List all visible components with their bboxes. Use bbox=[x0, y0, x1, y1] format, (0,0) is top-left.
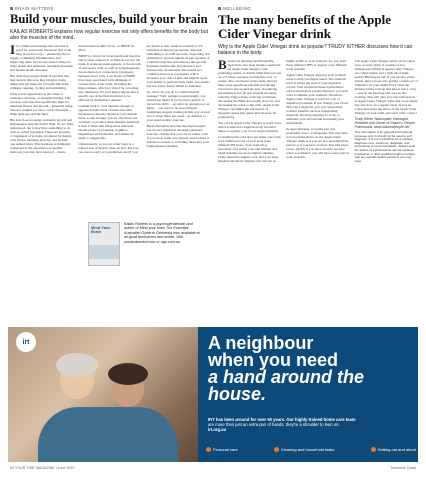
paragraph: So, what can you do to combat muscle wastage? Well, perhaps unsurprisingly, you should use them! If you've had a period of forced inactivity – say after an operation or an injury – you need to be extra diligent. Guidelines suggest training in this way at least two to three times per week – in addition to your usual aerobic exercise. bbox=[146, 90, 210, 122]
photo-clothing bbox=[38, 407, 178, 462]
ad-photo bbox=[8, 327, 198, 462]
irt-advertisement[interactable] bbox=[8, 327, 418, 462]
ad-copy-bold: IRT has been around for over 50 years. Our highly trained home care team bbox=[208, 417, 356, 422]
book-cover-art bbox=[89, 245, 119, 259]
author-bio bbox=[88, 222, 203, 274]
ad-copy-text: are more than just an extra pair of hands, they're a shoulder to lean on. bbox=[208, 422, 340, 427]
ad-link[interactable]: irt.org.au bbox=[208, 427, 227, 432]
section-tag bbox=[10, 5, 210, 11]
drop-cap: I bbox=[10, 44, 16, 57]
paragraph: What is less appreciated is the value of resistance exercise, or strength training. This involves activities that specifically improve muscular fitness and growth – generally using external weights (or one's own bodyweight – think push-ups and the like). bbox=[10, 92, 73, 116]
broom-icon bbox=[274, 447, 279, 452]
logo-text: irt bbox=[22, 338, 30, 346]
footer-right: Sunshine Coast bbox=[390, 466, 416, 470]
paragraph: Unfortunately, as you get older there is a natural loss of muscle mass, in fact, this loss can start as early as your thirties, and if you are inactive, may result in as much as 5% reduction in muscle per decade. This has something to do with the body responding less optimally to growth signals, in part because of a natural reduction in hormones like growth hormone, insulin-like growth factor and testosterone. In extremis, this results in a condition known as sarcopenia, which increases your risk of falls and impacts upon your ability to perform daily tasks. Sarcopenia has also been clearly linked to dementia. bbox=[78, 44, 210, 154]
paragraph: In approximately 12 weeks you can potentially lose 1-2 kilograms. The only time not recommended to do the Apple Cider Vinegar drink is if you are in a prolonged fast, ketosis or if you have an ulcer. You will know pretty quickly if you have an ulcer because when you drink it, you will have some pain in your stomach. bbox=[286, 127, 350, 159]
section-tag bbox=[218, 5, 418, 11]
section-square-icon bbox=[218, 7, 221, 10]
paragraph: esides its amazing health benefits, there have also been studies conducted on Apple Cider Vinegar, with promising results. A double blind trial was run on 175 obese Japanese participants over 12 weeks. The conclusion of the study showed there were significant benefits in reducing visceral fat (fat around the gut), in reducing subcutaneous fat (fat just beneath the skin), reducing triglycerides, reducing waistlines, decreasing the BMI, decreasing body fat, and decreasing the waist to hip ratio. Apple Cider Vinegar can inhibit the expression of lipogenic genes (the genes that increase fat production). bbox=[218, 59, 281, 119]
heart-icon bbox=[206, 447, 211, 452]
paragraph: t's common knowledge that exercise is good for your brain. We know that it can help in several ways – enhancing blood supply, combating inflammation, and improving other factors associated with poor brain health and dementia, including insomnia and mental health disorders. bbox=[10, 44, 73, 72]
paragraph: Coming back to your muscles, though, it appears that the level of irisin and other myokines is directly related to your muscle mass, so the stronger you are, the more you are likely to produce these helpful chemicals. It then follows that being more muscular should protect you against cognitive impairment and dementia, and studies do seem to suggest this. bbox=[78, 104, 140, 140]
service-label: Cleaning and household tasks bbox=[280, 447, 335, 452]
article-headline: The many benefits of the Apple Cider Vinegar drink bbox=[218, 12, 391, 41]
photo-person-hair bbox=[56, 353, 98, 377]
book-title: Mind Your Brain bbox=[91, 225, 111, 235]
paragraph: But what most people think of exercise that may help in this way, they imagine doing things that get them out of breath like brisk walking, running, cycling and swimming. bbox=[10, 74, 70, 90]
article-wellbeing bbox=[218, 5, 418, 319]
footer-left: 52 YOUR TIME MAGAZINE | June 2022 bbox=[10, 466, 75, 470]
irt-logo bbox=[16, 332, 36, 352]
paragraph: The Apple Cider Vinegar drink can be taken once or twice daily. It consists of two tablespoons (30ml) of Apple Cider Vinegar, one whole lemon and a little bit of high-quality Himalayan salt. If you use the whole lemon, then you are also getting a whole lot of Vitamin C in your drink! Put it all in the blender, blend it all up and take it twice a day – once in the morning and once in the evening. This will give you four tablespoons of Apple Cider Vinegar. Take this every single day and do it on a regular basis. If you are concerned about the effect of the Apple Cider Vinegar on your teeth, just sip it with a straw! bbox=[354, 59, 418, 115]
service-item bbox=[371, 447, 416, 452]
paragraph: The acid in Apple Cider Vinegar is acetic acid, which is known to suppress body fat and it helps to regulate your blood sugars (insulin). bbox=[218, 121, 282, 133]
book-cover-image bbox=[88, 222, 120, 266]
car-icon bbox=[371, 447, 376, 452]
paragraph: But how does focusing on muscle growth and maintenance help the brain? Well, it's not fully understood, but it may have something to do with so-called myokines. These are proteins, or fragments of proteins, produced by muscle cells (more- meaning muscle), and include one named irisin. This hormone is intimately connected to the expression of another molecule you may have heard of – brain-derived neurotrophic factor, or BDNF for short. bbox=[10, 44, 135, 154]
page-footer bbox=[10, 466, 416, 470]
article-standfirst: KAILAS ROBERTS explains how regular exercise not only offers benefits for the body but also the muscles of the mind. bbox=[10, 29, 208, 41]
article-headline: Build your muscles, build your brain bbox=[10, 12, 208, 26]
section-square-icon bbox=[10, 7, 13, 10]
paragraph: BDNF is critical for brain health and function and is often referred to as Miracle Gro for the brain. It promotes neurogenesis, or the growth of new nerve cells, as well as synaptogenesis, the promotion of connections (synapses) between nerve cells. Low levels of BDNF have been associated with shrinkage of various parts of the brain, including the hippocampus, which is critical for recording new memories. It's your hippocampus that is usually one of the first structures to be affected by Alzheimer's disease. bbox=[78, 54, 142, 102]
article-standfirst: Why is the Apple Cider Vinegar drink so popular? TRUDY KITHER discusses how it can balance in the body. bbox=[218, 44, 413, 56]
drop-cap: B bbox=[218, 59, 227, 72]
paragraph: Physiotherapists and exercise physiologists can be very helpful at devising resistance exercise routines that you can do safely, even if you are in some way injured, and so there is usually no excuse to including these into your behebomadal schedule. bbox=[146, 124, 210, 148]
service-label: Personal care bbox=[213, 447, 238, 452]
article-body bbox=[218, 59, 418, 319]
service-label: Getting out and about bbox=[377, 447, 416, 452]
disclaimer: This information is for general informational purposes only. It should not be used to self diagnose. It is not a substitute for a medical diagnosis cure, treatment, diagnosis, and prescription or recommendation. Always seek the advice of a professional natural medicine practitioner or other qualified health providers with any specific health questions you may have. bbox=[354, 130, 416, 163]
photo-person-hair bbox=[108, 363, 148, 385]
section-label: WELLBEING bbox=[223, 5, 252, 11]
ad-headline bbox=[208, 335, 413, 403]
paragraph: Consuming this acid does not make your body acid. Different parts of your body have different PH levels. Your stomach is extremely acid whilst your gall bladder and small intestine are more slightly alkaline. Urine should be slightly acid, and your large intestine should be slightly acid, but not as highly acidic as your stomach. So, you need these different PH's to support your different body systems. bbox=[218, 59, 347, 163]
ad-headline-line2: when you need bbox=[208, 350, 339, 370]
ad-copy bbox=[208, 417, 413, 432]
bio-text: Kailas Roberts is a psychogeriatrician and author of Mind your brain The Essential Australian Guide to Dementia now available at all good bookstores and online. Visit yourbrainmind.com or ugo.com.au bbox=[124, 222, 200, 244]
section-label: BRAIN MATTERS bbox=[15, 5, 54, 11]
ad-headline-line3: a hand around the house. bbox=[208, 367, 365, 404]
service-item bbox=[274, 447, 335, 452]
paragraph: Apple Cider Vinegar supports your stomach acids to help you digest better. The stomach level is where the start of your digestion occurs. Your stomach release hydrochloric acid to breakdown protein therefore you don't want to alkalise your stomach. Therefore, Apple Cider Vinegar is used for a lot of digestive problems. If you change your blood PH even a slight bit, you can create many positive benefits, such as transporting minerals, allowing enzymes to work, to stimulate your thyroid and increasing your metabolism. bbox=[286, 73, 349, 125]
ad-headline-line1: A neighbour bbox=[208, 333, 314, 353]
service-item bbox=[206, 447, 238, 452]
ad-services bbox=[206, 447, 416, 452]
author-credit: Trudy Kither, Naturopath, Iridologist, Herbalist and Owner of Nature's Temple, Palmwoods. www.naturestemple.net bbox=[354, 117, 416, 129]
